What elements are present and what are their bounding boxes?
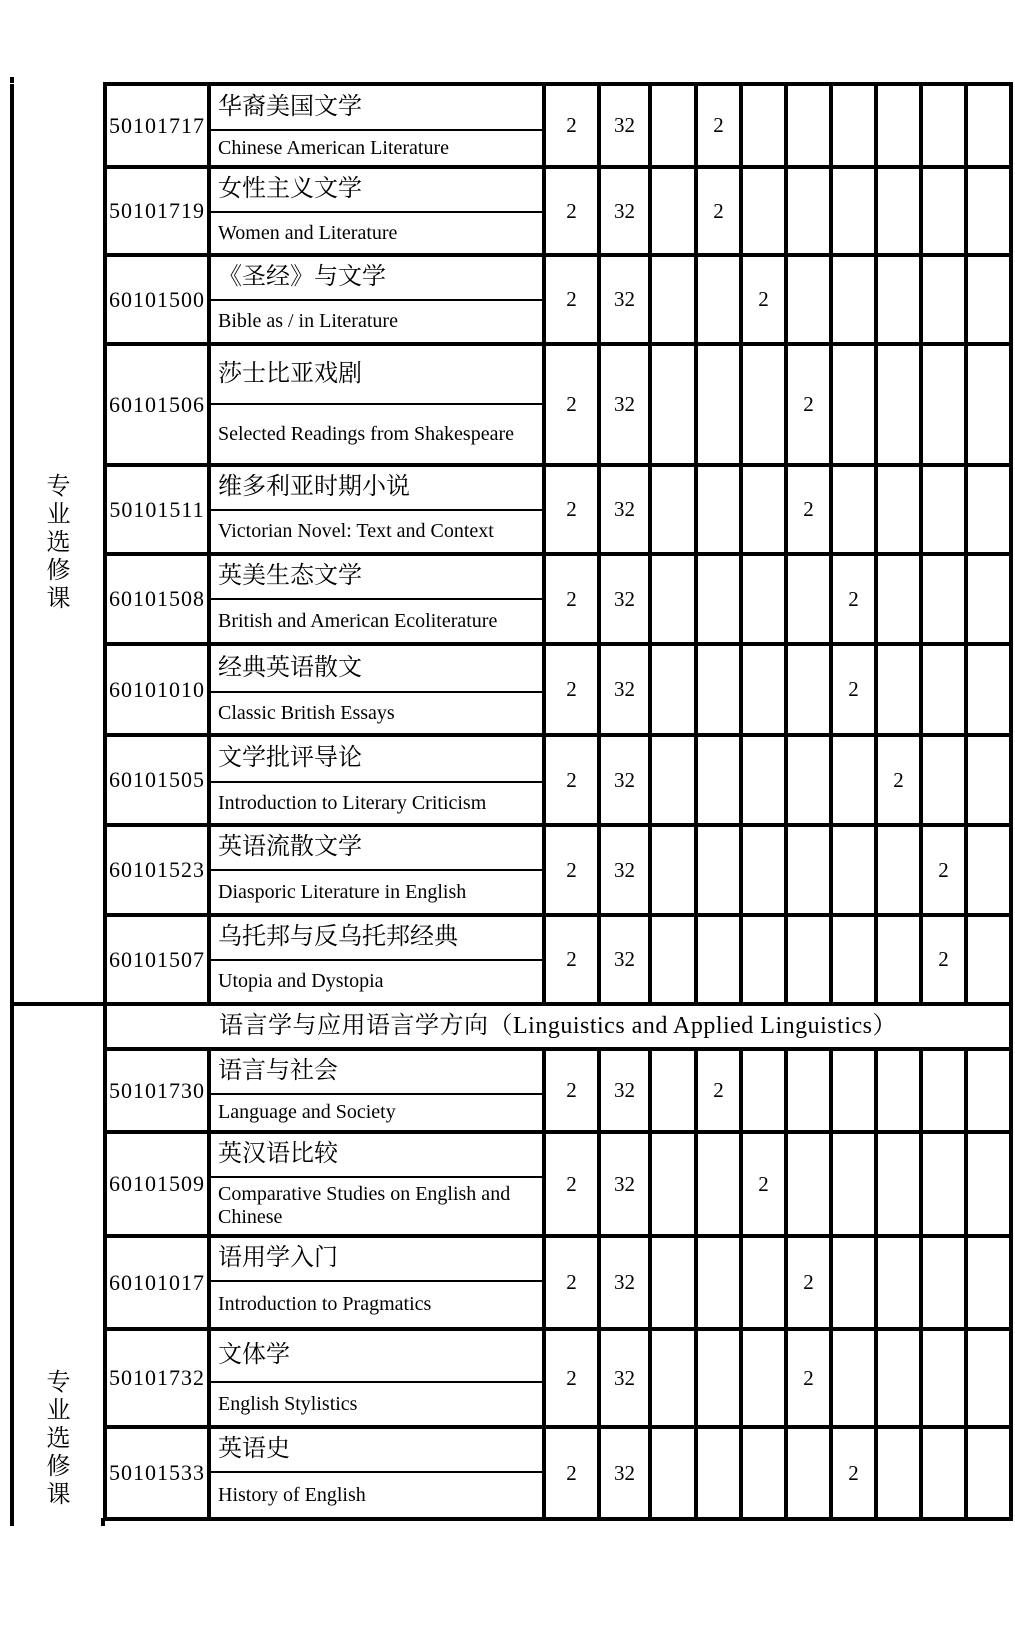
curriculum-table-wrap <box>10 82 1009 1521</box>
semester-5-cell: 2 <box>831 644 876 735</box>
semester-2-cell <box>696 915 741 1004</box>
category-vertical-label <box>14 1369 103 1509</box>
semester-7-cell <box>921 465 966 554</box>
credits-cell: 2 <box>544 1329 599 1427</box>
semester-1-cell <box>650 915 696 1004</box>
course-row <box>12 644 1011 692</box>
course-code-cell: 60101500 <box>105 255 209 344</box>
course-name-cn-cell: 华裔美国文学 <box>209 84 544 130</box>
hours-cell: 32 <box>599 644 650 735</box>
semester-5-cell <box>831 465 876 554</box>
course-code-cell: 60101017 <box>105 1236 209 1329</box>
hours-cell: 32 <box>599 1329 650 1427</box>
semester-6-cell <box>876 344 921 465</box>
semester-6-cell <box>876 825 921 915</box>
course-name-cn-cell: 英美生态文学 <box>209 554 544 599</box>
semester-4-cell <box>786 84 831 167</box>
semester-1-cell <box>650 1236 696 1329</box>
semester-8-cell <box>966 167 1011 255</box>
semester-3-cell <box>741 554 786 644</box>
page-cut-line-stub <box>101 1518 105 1526</box>
course-name-en-cell: History of English <box>209 1472 544 1519</box>
semester-5-cell <box>831 344 876 465</box>
semester-1-cell <box>650 465 696 554</box>
hours-cell: 32 <box>599 84 650 167</box>
semester-3-cell <box>741 1049 786 1132</box>
credits-cell: 2 <box>544 1427 599 1519</box>
semester-7-cell <box>921 255 966 344</box>
course-code-cell: 60101506 <box>105 344 209 465</box>
semester-5-cell <box>831 167 876 255</box>
semester-6-cell <box>876 1427 921 1519</box>
semester-8-cell <box>966 554 1011 644</box>
semester-7-cell <box>921 167 966 255</box>
section-header-row <box>12 1004 1011 1049</box>
semester-4-cell: 2 <box>786 344 831 465</box>
course-name-en-cell: English Stylistics <box>209 1382 544 1427</box>
credits-cell: 2 <box>544 255 599 344</box>
category-vertical-label <box>14 473 103 613</box>
semester-7-cell <box>921 1329 966 1427</box>
semester-6-cell <box>876 1049 921 1132</box>
semester-3-cell <box>741 825 786 915</box>
semester-1-cell <box>650 167 696 255</box>
semester-6-cell <box>876 554 921 644</box>
semester-2-cell: 2 <box>696 167 741 255</box>
curriculum-table <box>10 82 1013 1521</box>
hours-cell: 32 <box>599 1132 650 1236</box>
semester-4-cell <box>786 735 831 825</box>
course-name-en-cell: Women and Literature <box>209 212 544 255</box>
credits-cell: 2 <box>544 825 599 915</box>
semester-3-cell <box>741 1427 786 1519</box>
course-name-en-cell: Classic British Essays <box>209 692 544 735</box>
semester-3-cell <box>741 915 786 1004</box>
course-code-cell: 50101717 <box>105 84 209 167</box>
category-cell <box>12 1004 105 1519</box>
semester-2-cell <box>696 1132 741 1236</box>
semester-7-cell: 2 <box>921 825 966 915</box>
semester-8-cell <box>966 465 1011 554</box>
hours-cell: 32 <box>599 554 650 644</box>
semester-8-cell <box>966 84 1011 167</box>
semester-6-cell <box>876 84 921 167</box>
semester-7-cell <box>921 1427 966 1519</box>
semester-8-cell <box>966 735 1011 825</box>
semester-8-cell <box>966 644 1011 735</box>
category-label-char: 选 <box>46 1426 71 1452</box>
course-row <box>12 84 1011 130</box>
course-code-cell: 60101509 <box>105 1132 209 1236</box>
course-code-cell: 60101523 <box>105 825 209 915</box>
semester-1-cell <box>650 554 696 644</box>
semester-7-cell <box>921 344 966 465</box>
credits-cell: 2 <box>544 915 599 1004</box>
hours-cell: 32 <box>599 735 650 825</box>
semester-5-cell <box>831 1049 876 1132</box>
semester-5-cell <box>831 1132 876 1236</box>
course-code-cell: 50101719 <box>105 167 209 255</box>
semester-3-cell: 2 <box>741 1132 786 1236</box>
course-name-en-cell: Language and Society <box>209 1094 544 1132</box>
semester-2-cell <box>696 255 741 344</box>
course-name-en-cell: British and American Ecoliterature <box>209 599 544 644</box>
semester-6-cell <box>876 465 921 554</box>
category-label-char: 业 <box>46 1398 71 1424</box>
semester-2-cell: 2 <box>696 84 741 167</box>
semester-3-cell <box>741 167 786 255</box>
semester-4-cell: 2 <box>786 1329 831 1427</box>
hours-cell: 32 <box>599 255 650 344</box>
course-code-cell: 50101732 <box>105 1329 209 1427</box>
semester-8-cell <box>966 1049 1011 1132</box>
semester-5-cell <box>831 1329 876 1427</box>
semester-2-cell: 2 <box>696 1049 741 1132</box>
category-label-char: 专 <box>46 1370 71 1396</box>
semester-1-cell <box>650 1049 696 1132</box>
semester-2-cell <box>696 825 741 915</box>
semester-1-cell <box>650 255 696 344</box>
semester-5-cell <box>831 915 876 1004</box>
semester-7-cell <box>921 735 966 825</box>
category-cell <box>12 84 105 1004</box>
course-name-en-cell: Utopia and Dystopia <box>209 960 544 1004</box>
course-row <box>12 825 1011 870</box>
course-code-cell: 60101508 <box>105 554 209 644</box>
course-name-cn-cell: 《圣经》与文学 <box>209 255 544 300</box>
semester-6-cell <box>876 644 921 735</box>
semester-5-cell <box>831 735 876 825</box>
category-label-char: 选 <box>46 530 71 556</box>
semester-8-cell <box>966 915 1011 1004</box>
semester-1-cell <box>650 344 696 465</box>
semester-3-cell <box>741 644 786 735</box>
semester-4-cell: 2 <box>786 1236 831 1329</box>
course-name-cn-cell: 英汉语比较 <box>209 1132 544 1177</box>
course-code-cell: 50101730 <box>105 1049 209 1132</box>
course-name-cn-cell: 语用学入门 <box>209 1236 544 1281</box>
semester-3-cell <box>741 735 786 825</box>
semester-3-cell <box>741 344 786 465</box>
course-row <box>12 915 1011 960</box>
course-name-en-cell: Chinese American Literature <box>209 130 544 167</box>
semester-6-cell <box>876 255 921 344</box>
course-name-en-cell: Diasporic Literature in English <box>209 870 544 915</box>
course-row <box>12 1236 1011 1281</box>
course-row <box>12 554 1011 599</box>
course-row <box>12 1329 1011 1382</box>
credits-cell: 2 <box>544 554 599 644</box>
semester-2-cell <box>696 465 741 554</box>
semester-1-cell <box>650 1329 696 1427</box>
semester-7-cell <box>921 1049 966 1132</box>
semester-8-cell <box>966 344 1011 465</box>
semester-6-cell <box>876 167 921 255</box>
semester-3-cell: 2 <box>741 255 786 344</box>
semester-4-cell <box>786 255 831 344</box>
course-name-en-cell: Comparative Studies on English and Chinese <box>209 1177 544 1236</box>
semester-2-cell <box>696 1329 741 1427</box>
course-name-en-cell: Introduction to Pragmatics <box>209 1281 544 1329</box>
hours-cell: 32 <box>599 915 650 1004</box>
semester-5-cell <box>831 1236 876 1329</box>
category-label-char: 修 <box>46 558 71 584</box>
semester-2-cell <box>696 1236 741 1329</box>
semester-6-cell <box>876 1329 921 1427</box>
course-name-cn-cell: 乌托邦与反乌托邦经典 <box>209 915 544 960</box>
course-code-cell: 60101505 <box>105 735 209 825</box>
semester-1-cell <box>650 735 696 825</box>
hours-cell: 32 <box>599 1049 650 1132</box>
category-label-char: 课 <box>46 1482 71 1508</box>
course-name-cn-cell: 语言与社会 <box>209 1049 544 1094</box>
course-name-cn-cell: 文体学 <box>209 1329 544 1382</box>
semester-1-cell <box>650 1427 696 1519</box>
course-row <box>12 735 1011 782</box>
credits-cell: 2 <box>544 644 599 735</box>
course-name-cn-cell: 维多利亚时期小说 <box>209 465 544 510</box>
course-name-en-cell: Selected Readings from Shakespeare <box>209 404 544 465</box>
hours-cell: 32 <box>599 167 650 255</box>
page-cut-line-stub <box>10 1518 14 1526</box>
course-code-cell: 60101507 <box>105 915 209 1004</box>
course-name-cn-cell: 英语流散文学 <box>209 825 544 870</box>
page-cut-line-stub <box>10 77 14 83</box>
credits-cell: 2 <box>544 84 599 167</box>
semester-4-cell: 2 <box>786 465 831 554</box>
semester-4-cell <box>786 554 831 644</box>
semester-4-cell <box>786 1427 831 1519</box>
credits-cell: 2 <box>544 1132 599 1236</box>
semester-6-cell: 2 <box>876 735 921 825</box>
credits-cell: 2 <box>544 1049 599 1132</box>
category-label-char: 修 <box>46 1454 71 1480</box>
credits-cell: 2 <box>544 344 599 465</box>
course-name-cn-cell: 经典英语散文 <box>209 644 544 692</box>
semester-8-cell <box>966 1236 1011 1329</box>
semester-1-cell <box>650 825 696 915</box>
semester-4-cell <box>786 1049 831 1132</box>
semester-8-cell <box>966 825 1011 915</box>
hours-cell: 32 <box>599 344 650 465</box>
semester-7-cell <box>921 1236 966 1329</box>
semester-8-cell <box>966 1427 1011 1519</box>
semester-2-cell <box>696 344 741 465</box>
course-name-cn-cell: 女性主义文学 <box>209 167 544 212</box>
course-row <box>12 465 1011 510</box>
course-row <box>12 167 1011 212</box>
semester-8-cell <box>966 1132 1011 1236</box>
semester-6-cell <box>876 1236 921 1329</box>
course-name-en-cell: Victorian Novel: Text and Context <box>209 510 544 554</box>
semester-3-cell <box>741 84 786 167</box>
course-code-cell: 50101533 <box>105 1427 209 1519</box>
semester-2-cell <box>696 644 741 735</box>
semester-1-cell <box>650 1132 696 1236</box>
semester-1-cell <box>650 84 696 167</box>
course-row <box>12 1132 1011 1177</box>
semester-3-cell <box>741 1329 786 1427</box>
credits-cell: 2 <box>544 1236 599 1329</box>
course-row <box>12 1049 1011 1094</box>
semester-4-cell <box>786 825 831 915</box>
semester-7-cell <box>921 554 966 644</box>
semester-4-cell <box>786 167 831 255</box>
course-row <box>12 344 1011 404</box>
semester-3-cell <box>741 1236 786 1329</box>
semester-2-cell <box>696 735 741 825</box>
hours-cell: 32 <box>599 825 650 915</box>
semester-5-cell <box>831 825 876 915</box>
semester-1-cell <box>650 644 696 735</box>
course-name-en-cell: Bible as / in Literature <box>209 300 544 344</box>
course-code-cell: 50101511 <box>105 465 209 554</box>
category-label-char: 专 <box>46 474 71 500</box>
section-header-cell: 语言学与应用语言学方向（Linguistics and Applied Linguistics） <box>105 1004 1011 1049</box>
semester-5-cell: 2 <box>831 1427 876 1519</box>
hours-cell: 32 <box>599 1427 650 1519</box>
semester-2-cell <box>696 554 741 644</box>
semester-7-cell <box>921 1132 966 1236</box>
course-name-cn-cell: 莎士比亚戏剧 <box>209 344 544 404</box>
semester-7-cell <box>921 84 966 167</box>
course-name-cn-cell: 英语史 <box>209 1427 544 1472</box>
semester-2-cell <box>696 1427 741 1519</box>
semester-4-cell <box>786 1132 831 1236</box>
course-code-cell: 60101010 <box>105 644 209 735</box>
semester-5-cell: 2 <box>831 554 876 644</box>
credits-cell: 2 <box>544 465 599 554</box>
course-name-cn-cell: 文学批评导论 <box>209 735 544 782</box>
semester-8-cell <box>966 255 1011 344</box>
semester-3-cell <box>741 465 786 554</box>
semester-5-cell <box>831 255 876 344</box>
course-row <box>12 1427 1011 1472</box>
course-row <box>12 255 1011 300</box>
course-name-en-cell: Introduction to Literary Criticism <box>209 782 544 825</box>
credits-cell: 2 <box>544 735 599 825</box>
semester-4-cell <box>786 644 831 735</box>
semester-8-cell <box>966 1329 1011 1427</box>
semester-7-cell <box>921 644 966 735</box>
semester-7-cell: 2 <box>921 915 966 1004</box>
category-label-char: 课 <box>46 586 71 612</box>
semester-5-cell <box>831 84 876 167</box>
semester-4-cell <box>786 915 831 1004</box>
hours-cell: 32 <box>599 465 650 554</box>
credits-cell: 2 <box>544 167 599 255</box>
semester-6-cell <box>876 915 921 1004</box>
semester-6-cell <box>876 1132 921 1236</box>
category-label-char: 业 <box>46 502 71 528</box>
hours-cell: 32 <box>599 1236 650 1329</box>
